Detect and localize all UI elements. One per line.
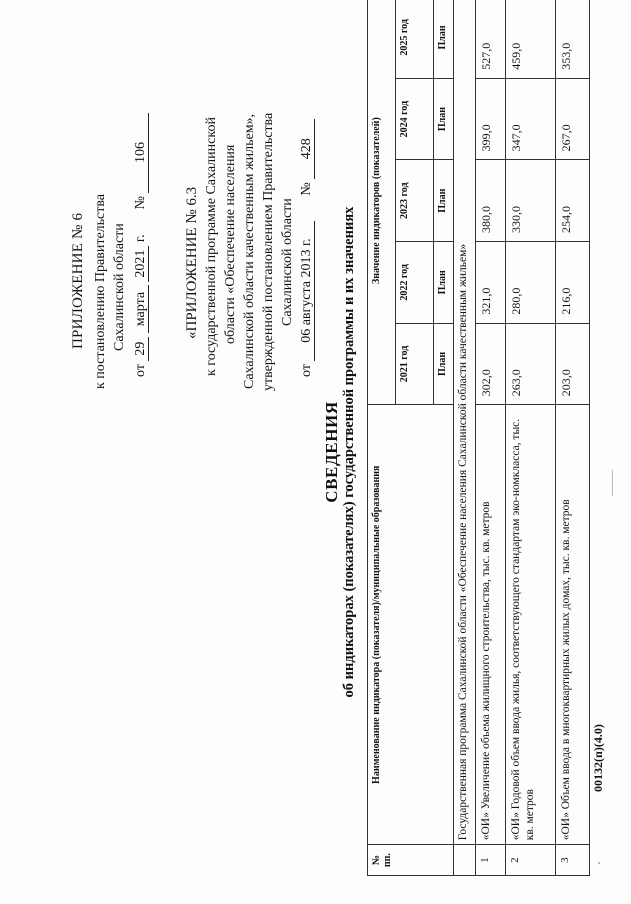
row-value: 347,0	[506, 78, 556, 160]
sub-date-value: 06 августа 2013 г.	[299, 221, 315, 361]
program-row-num	[454, 845, 476, 876]
document-code: 00132(п)(4.0)	[591, 724, 605, 792]
row-num: 3	[556, 845, 590, 876]
sub-line-2: области «Обеспечение населения	[223, 144, 238, 344]
row-indicator-name: «ОИ» Годовой объем ввода жилья, соответствующего стандартам эко-номкласса, тыс. кв. метров	[506, 405, 556, 845]
sub-line-5: Сахалинской области	[280, 198, 295, 326]
header-values-group: Значение индикаторов (показателей)	[368, 0, 396, 405]
row-num: 2	[506, 845, 556, 876]
row-value: 527,0	[476, 0, 506, 78]
program-row: Государственная программа Сахалинской области «Обеспечение населения Сахалинской области качественным жильем»	[454, 0, 476, 845]
header-plan: План	[434, 160, 454, 242]
sub-line-1: к государственной программе Сахалинской	[204, 117, 219, 376]
document-subtitle: об индикаторах (показателях) государственной программы и их значениях	[341, 206, 357, 698]
month-value: марта	[133, 285, 149, 333]
row-indicator-name: «ОИ» Объем ввода в многоквартирных жилых домах, тыс. кв. метров	[556, 405, 590, 845]
year-value: 2021	[133, 246, 149, 282]
header-plan: План	[434, 323, 454, 405]
sub-number-label: №	[299, 182, 314, 196]
header-indicator-name: Наименование индикатора (показателя)/муниципальные образования	[368, 405, 454, 845]
row-value: 459,0	[506, 0, 556, 78]
row-value: 280,0	[506, 242, 556, 324]
attachment-title: ПРИЛОЖЕНИЕ № 6	[70, 212, 86, 349]
row-value: 203,0	[556, 323, 590, 405]
header-plan: План	[434, 242, 454, 324]
header-year-2025: 2025 год	[396, 0, 434, 78]
header-year-2023: 2023 год	[396, 160, 434, 242]
resolution-line: к постановлению Правительства	[93, 193, 108, 389]
sub-from-label: от	[299, 364, 314, 377]
row-value: 263,0	[506, 323, 556, 405]
resolution-date-line	[133, 113, 149, 377]
row-value: 321,0	[476, 242, 506, 324]
row-value: 302,0	[476, 323, 506, 405]
number-label: №	[133, 196, 148, 210]
row-value: 216,0	[556, 242, 590, 324]
table-row	[506, 0, 556, 876]
row-indicator-name: «ОИ» Увеличение объема жилищного строительства, тыс. кв. метров	[476, 405, 506, 845]
row-num: 1	[476, 845, 506, 876]
row-value: 399,0	[476, 78, 506, 160]
row-value: 330,0	[506, 160, 556, 242]
from-label: от	[133, 364, 148, 377]
scan-speck	[612, 470, 613, 496]
table-row	[476, 0, 506, 876]
sub-attachment-title: «ПРИЛОЖЕНИЕ № 6.3	[184, 186, 200, 339]
row-value: 254,0	[556, 160, 590, 242]
sub-line-4: утвержденной постановлением Правительства	[261, 112, 276, 391]
year-suffix: г.	[133, 234, 148, 243]
header-plan: План	[434, 78, 454, 160]
document-title: СВЕДЕНИЯ	[322, 401, 341, 503]
header-num: № пп.	[368, 845, 454, 876]
indicators-table	[367, 0, 590, 876]
sub-line-3: Сахалинской области качественным жильем»,	[242, 113, 257, 389]
row-value: 267,0	[556, 78, 590, 160]
header-plan: План	[434, 0, 454, 78]
day-value: 29	[133, 337, 149, 361]
region-line: Сахалинской области	[112, 223, 127, 351]
table-row	[556, 0, 590, 876]
sub-date-line	[299, 119, 315, 377]
sub-number-value: 428	[299, 119, 315, 179]
row-value: 380,0	[476, 160, 506, 242]
number-value: 106	[133, 113, 149, 193]
header-year-2024: 2024 год	[396, 78, 434, 160]
scan-speck	[598, 862, 600, 864]
header-year-2022: 2022 год	[396, 242, 434, 324]
row-value: 353,0	[556, 0, 590, 78]
header-year-2021: 2021 год	[396, 323, 434, 405]
